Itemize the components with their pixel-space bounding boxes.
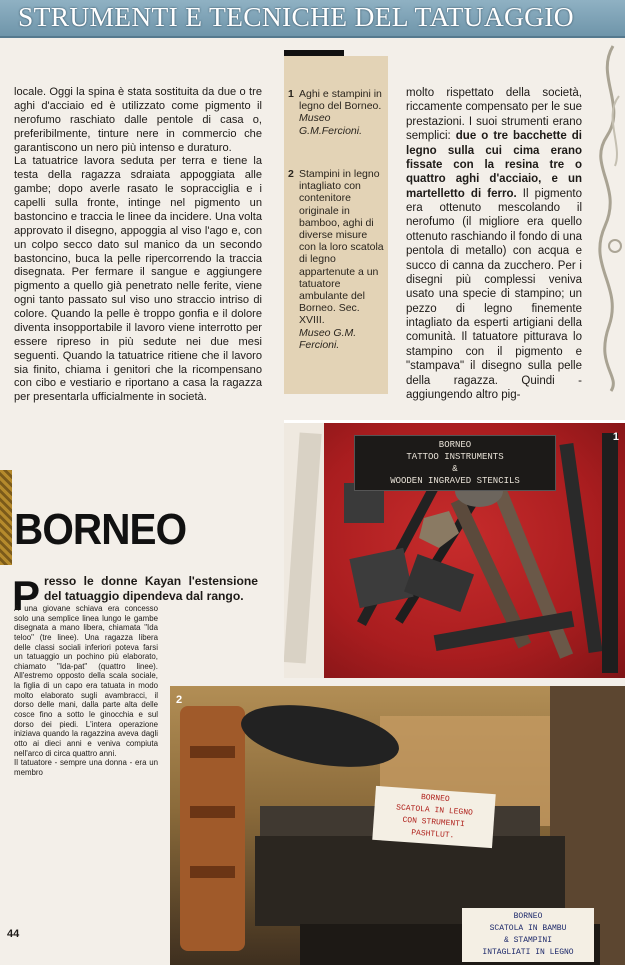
photo-number: 2 <box>176 694 183 706</box>
right-column-text <box>406 86 582 402</box>
sign-line: BORNEO <box>420 793 450 805</box>
photo-tattoo-box <box>170 686 625 965</box>
caption-number: 2 <box>288 168 294 180</box>
page-number: 44 <box>7 928 20 940</box>
sign-line: SCATOLA IN LEGNO <box>395 803 474 818</box>
museum-label-bamboo <box>462 908 594 962</box>
decorative-swirl-icon <box>593 36 625 396</box>
sign-line: TATTOO INSTRUMENTS <box>406 452 504 462</box>
section-body-text <box>14 604 158 934</box>
caption-sidebar <box>284 56 388 394</box>
sign-line: WOODEN INGRAVED STENCILS <box>390 476 520 486</box>
sign-line: & STAMPINI <box>503 936 552 945</box>
sign-line: SCATOLA IN BAMBU <box>489 924 567 933</box>
section-heading: BORNEO <box>14 505 187 554</box>
caption-number: 1 <box>288 88 294 100</box>
page-title: STRUMENTI E TECNICHE DEL TATUAGGIO <box>18 1 574 32</box>
museum-label-box <box>372 786 495 848</box>
photo-tattoo-instruments <box>284 423 625 678</box>
photo-number: 1 <box>612 431 619 443</box>
paragraph: Il tatuatore - sempre una donna - era un membro <box>14 758 158 777</box>
section-tab <box>0 470 12 565</box>
sign-line: BORNEO <box>513 912 543 921</box>
caption-credit: Museo G.M. Fercioni. <box>299 326 357 351</box>
sign-line: CON STRUMENTI <box>402 815 466 830</box>
caption-credit: Museo G.M.Fercioni. <box>299 112 363 137</box>
drop-cap: P <box>12 572 41 619</box>
paragraph: molto rispettato della società, riccamente compensato per le sue prestazioni. I suoi strumenti erano semplici: <box>406 87 582 143</box>
paragraph: La tatuatrice lavora seduta per terra e tiene la testa della ragazza sdraiata appoggiata alle gambe; dopo averle rasato le sopracciglia e i capelli sulla fronte, intinge nel pigmento un bastoncino e traccia le linee da incidere. Una volta approvato il disegno, appoggia al viso l'ago e, con un colpo secco dato sul manico da un secondo bastoncino, buca la pelle ripercorrendo la traccia disegnata. Per fermare il sangue e aggiungere pigmento a quello già penetrato nelle ferite, viene ogni tanto passato sul viso uno straccio intriso di colore. Quando la pelle è troppo gonfia e il dolore diventa insopportabile il lavoro viene interrotto per essere ripreso in più sedute nei due mesi seguenti. Quando la tatuatrice ritiene che il lavoro sia finito, chiama i genitori che la ricompensano con cibo e vestiario e riportano a casa la ragazza per presentarla ufficialmente in società. <box>14 155 262 404</box>
caption-text: Stampini in legno intagliato con contenitore originale in bamboo, aghi di diverse misure con la loro scatola di legno appartenute a un tatuatore ambulante del Borneo. Sec. XVIII. <box>299 168 384 327</box>
museum-label <box>354 435 556 491</box>
section-lead-text <box>44 574 258 604</box>
sign-line: BORNEO <box>438 440 472 450</box>
caption-text: Aghi e stampini in legno del Borneo. <box>299 88 382 113</box>
paragraph: Il pigmento era ottenuto mescolando il nerofumo (il migliore era quello ottenuto raschiando il fondo di una pentola di metallo) con acqua e succo di canna da zucchero. Per i disegni più complessi veniva usato una specie di stampino; un pezzo di legno finemente intagliato da esperti artigiani della comunità. Il tatuatore pitturava lo stampino con il pigmento e "stampava" il disegno sulla pelle della ragazza. Quindi - aggiungendo altro pig- <box>406 187 582 401</box>
sign-line: & <box>452 464 458 474</box>
paragraph: A una giovane schiava era concesso solo una semplice linea lungo le gambe disegnata a mano libera, chiamata "Ida teloo" (tre linee). Una ragazza libera delle classi sociali inferiori poteva farsi un tatuaggio un pochino più elaborato, chiamato "Ida-pat" (quattro linee). All'estremo opposto della scala sociale, la figlia di un capo era tatuata in modo molto elaborato sugli avambracci, il dorso delle mani, dalla parte alta delle cosce fino a sotto le ginocchia e sul dorso dei piedi. L'intera operazione iniziava quando la ragazzina aveva dagli otto ai dieci anni e veniva compiuta nell'arco di circa quattro anni. <box>14 604 158 758</box>
left-column-text <box>14 86 262 405</box>
paragraph: locale. Oggi la spina è stata sostituita da due o tre aghi d'acciaio ed è utilizzato come pigmento il nerofumo raschiato dalle pentole di casa o, preferibilmente, tinture nere in commercio che garantiscono un nero più intenso e duraturo. <box>14 86 262 154</box>
sign-line: INTAGLIATI IN LEGNO <box>482 948 574 957</box>
lead-bold: resso le donne Kayan l'estensione del tatuaggio dipendeva dal rango. <box>44 574 258 604</box>
sign-line: PASHTLUT. <box>410 828 455 841</box>
page-header <box>0 0 625 38</box>
bold-phrase: due o tre bacchette di legno sulla cui cima erano fissate con la resina tre o quattro aghi d'acciaio, e un martelletto di ferro. <box>406 130 583 200</box>
